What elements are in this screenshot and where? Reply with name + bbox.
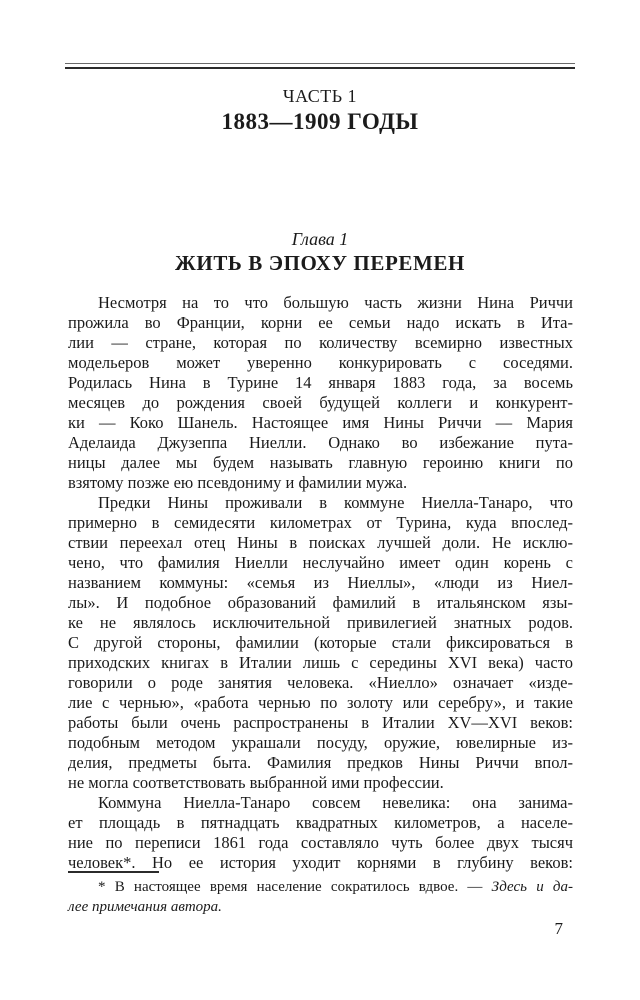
- chapter-title: ЖИТЬ В ЭПОХУ ПЕРЕМЕН: [175, 251, 465, 275]
- body-text-line: делия, предметы быта. Фамилия предков Нины Риччи впол-: [68, 753, 573, 772]
- footnote-text: * В настоящее время население сократилось вдвое. —: [98, 879, 492, 895]
- body-text-line: работы были очень распространены в Италии XV—XVI веков:: [68, 713, 573, 732]
- body-text-line: месяцев до рождения своей будущей коллеги и конкурент-: [68, 393, 573, 412]
- body-text-line: С другой стороны, фамилии (которые стали фиксироваться в: [68, 633, 573, 652]
- body-text-line: ние по переписи 1861 года составляло чуть более двух тысяч: [68, 833, 573, 852]
- body-text-line: Родилась Нина в Турине 14 января 1883 года, за восемь: [68, 373, 573, 392]
- footnote-line: [68, 877, 573, 897]
- body-text-line: прожила во Франции, корни ее семьи надо искать в Ита-: [68, 313, 573, 332]
- body-text-line: ке не являлось исключительной привилегией знатных родов.: [68, 613, 573, 632]
- body-text-line: Аделаида Джузеппа Ниелли. Однако во избежание пута-: [68, 433, 573, 452]
- body-text-line: ет площадь в пятнадцать квадратных километров, а населе-: [68, 813, 573, 832]
- part-label: ЧАСТЬ 1: [282, 86, 358, 106]
- body-text-line: лии — стране, которая по количеству всемирно известных: [68, 333, 573, 352]
- body-text-line: названием коммуны: «семья из Ниеллы», «люди из Ниел-: [68, 573, 573, 592]
- body-text-line: говорили о роде занятия человека. «Ниелло» означает «изде-: [68, 673, 573, 692]
- footnote-separator-rule: [68, 871, 159, 873]
- body-text-line: Несмотря на то что большую часть жизни Нина Риччи: [98, 293, 573, 312]
- body-text-line: лие с чернью», «работа чернью по золоту или серебру», и такие: [68, 693, 573, 712]
- body-text-line: модельеров может уверенно конкурировать с соседями.: [68, 353, 573, 372]
- body-text-line: лы». И подобное образований фамилий в итальянском язы-: [68, 593, 573, 612]
- body-text: [68, 293, 573, 873]
- body-text-line: приходских книгах в Италии лишь с середины XVI века) часто: [68, 653, 573, 672]
- footnote-attribution: Здесь и да-: [491, 879, 573, 895]
- header-double-rule: [65, 63, 575, 69]
- footnote: [68, 877, 573, 917]
- body-text-line: человек*. Но ее история уходит корнями в глубину веков:: [68, 853, 573, 872]
- body-text-line: ствии переехал отец Нины в поисках лучшей доли. Не исклю-: [68, 533, 573, 552]
- body-text-line: примерно в семидесяти километрах от Турина, куда впослед-: [68, 513, 573, 532]
- chapter-label: Глава 1: [291, 229, 349, 249]
- body-text-line: Коммуна Ниелла-Танаро совсем невелика: она занима-: [98, 793, 573, 812]
- body-text-line: чено, что фамилия Ниелли неслучайно имеет один корень с: [68, 553, 573, 572]
- body-text-line: ницы далее мы будем называть главную героиню книги по: [68, 453, 573, 472]
- footnote-line: лее примечания автора.: [68, 899, 222, 915]
- body-text-line: взятому позже ею псевдониму и фамилии мужа.: [68, 473, 408, 492]
- body-text-line: ки — Коко Шанель. Настоящее имя Нины Риччи — Мария: [68, 413, 573, 432]
- body-text-line: подобным методом украшали посуду, оружие, ювелирные из-: [68, 733, 573, 752]
- body-text-line: Предки Нины проживали в коммуне Ниелла-Танаро, что: [98, 493, 573, 512]
- page-number: 7: [554, 919, 563, 938]
- body-text-line: не могла соответствовать выбранной ими профессии.: [68, 773, 444, 792]
- part-title: 1883—1909 ГОДЫ: [221, 109, 419, 134]
